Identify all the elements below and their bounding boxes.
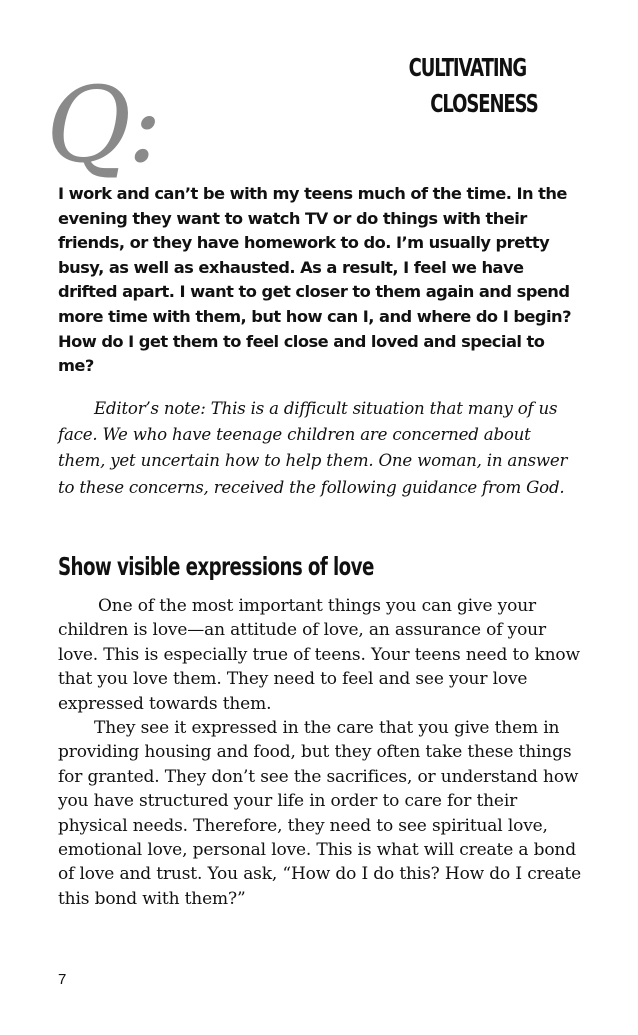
body-paragraph: One of the most important things you can give your children is love—an attitude of love, an assurance of your love. This is especially true of teens. Your teens need to know that you love them. They need to feel and see your love expressed towards them. [58,596,580,714]
article-body [58,594,582,911]
page-title [400,50,538,122]
page-title-line-1: CULTIVATING [408,53,527,82]
page-number: 7 [58,971,67,988]
body-paragraph: They see it expressed in the care that you give them in providing housing and food, but they often take these things for granted. They don’t see the sacrifices, or understand how you have structured your life in order to care for their physical needs. Therefore, they need to see spiritual love, emotional love, personal love. This is what will create a bond of love and trust. You ask, “How do I do this? How do I create this bond with them?” [58,718,582,909]
editor-note: Editor’s note: This is a difficult situation that many of us face. We who have teenage children are concerned about them, yet uncertain how to help them. One woman, in answer to these concerns, received the following guidance from God. [58,399,568,497]
reader-question: I work and can’t be with my teens much of the time. In the evening they want to watch TV or do things with their friends, or they have homework to do. I’m usually pretty busy, as well as exhausted. As a result, I feel we have drifted apart. I want to get closer to them again and spend more time with them, but how can I, and where do I begin? How do I get them to feel close and loved and special to me? [58,184,571,376]
question-mark-q: Q: [46,64,159,186]
page-title-line-2: CLOSENESS [430,89,538,118]
section-heading: Show visible expressions of love [58,552,374,581]
